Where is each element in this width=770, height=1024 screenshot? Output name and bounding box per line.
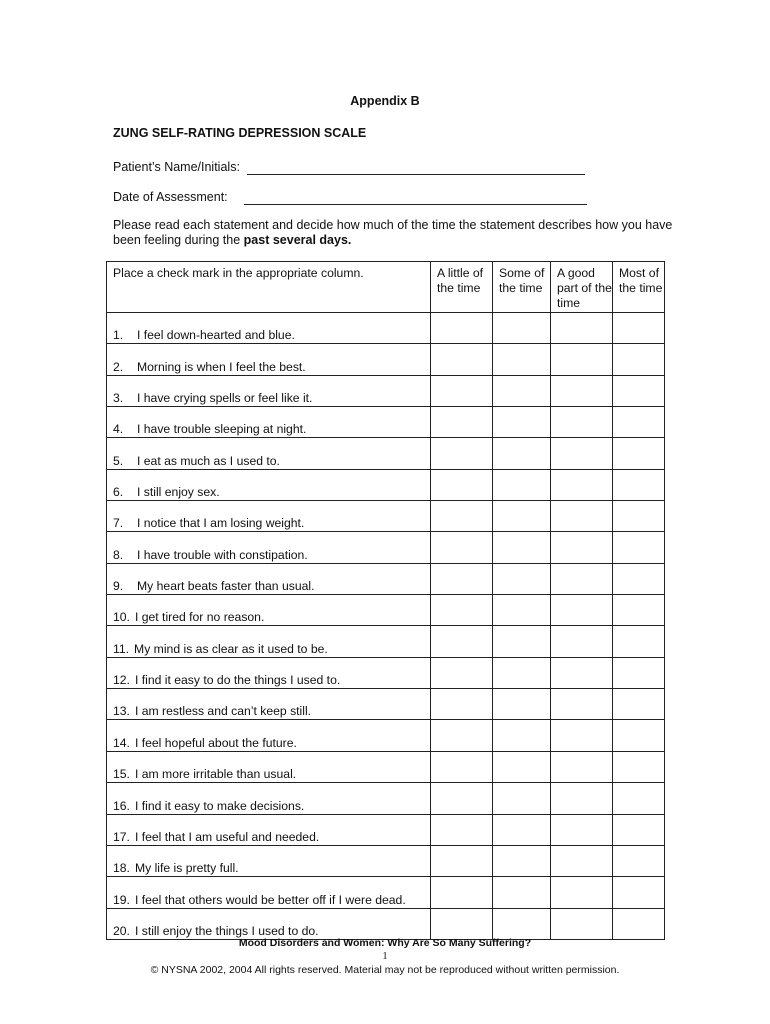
- checkbox-cell-a-little-of-the-time[interactable]: [431, 595, 493, 626]
- statement-text: I eat as much as I used to.: [137, 453, 280, 468]
- checkbox-cell-some-of-the-time[interactable]: [493, 908, 551, 939]
- table-row: [107, 563, 665, 594]
- checkbox-cell-some-of-the-time[interactable]: [493, 783, 551, 814]
- checkbox-cell-some-of-the-time[interactable]: [493, 532, 551, 563]
- rating-table: [106, 261, 665, 940]
- checkbox-cell-a-little-of-the-time[interactable]: [431, 407, 493, 438]
- statement-text: My heart beats faster than usual.: [137, 579, 315, 594]
- statement-cell: [107, 407, 431, 438]
- table-header-row: [107, 262, 665, 313]
- checkbox-cell-most-of-the-time[interactable]: [613, 469, 665, 500]
- patient-name-field[interactable]: [247, 160, 585, 175]
- checkbox-cell-a-little-of-the-time[interactable]: [431, 908, 493, 939]
- checkbox-cell-good-part-of-the-time[interactable]: [551, 375, 613, 406]
- statement-text: I am restless and can’t keep still.: [134, 704, 312, 719]
- table-row: [107, 751, 665, 782]
- statement-text: My mind is as clear as it used to be.: [134, 641, 328, 656]
- item-number: 20.: [113, 923, 130, 938]
- item-number: 12.: [113, 673, 130, 688]
- item-number: 1.: [113, 328, 124, 343]
- checkbox-cell-good-part-of-the-time[interactable]: [551, 407, 613, 438]
- checkbox-cell-some-of-the-time[interactable]: [493, 877, 551, 908]
- checkbox-cell-a-little-of-the-time[interactable]: [431, 563, 493, 594]
- statement-cell: [107, 751, 431, 782]
- checkbox-cell-some-of-the-time[interactable]: [493, 501, 551, 532]
- checkbox-cell-a-little-of-the-time[interactable]: [431, 814, 493, 845]
- checkbox-cell-some-of-the-time[interactable]: [493, 595, 551, 626]
- table-row: [107, 344, 665, 375]
- checkbox-cell-good-part-of-the-time[interactable]: [551, 344, 613, 375]
- item-number: 13.: [113, 704, 130, 719]
- checkbox-cell-most-of-the-time[interactable]: [613, 626, 665, 657]
- checkbox-cell-good-part-of-the-time[interactable]: [551, 313, 613, 344]
- checkbox-cell-some-of-the-time[interactable]: [493, 626, 551, 657]
- patient-name-label: Patient’s Name/Initials:: [113, 160, 240, 174]
- checkbox-cell-a-little-of-the-time[interactable]: [431, 501, 493, 532]
- statement-cell: [107, 501, 431, 532]
- checkbox-cell-some-of-the-time[interactable]: [493, 375, 551, 406]
- checkbox-cell-most-of-the-time[interactable]: [613, 689, 665, 720]
- checkbox-cell-good-part-of-the-time[interactable]: [551, 595, 613, 626]
- statement-cell: [107, 783, 431, 814]
- statement-cell: [107, 532, 431, 563]
- checkbox-cell-good-part-of-the-time[interactable]: [551, 563, 613, 594]
- checkbox-cell-good-part-of-the-time[interactable]: [551, 720, 613, 751]
- statement-cell: [107, 438, 431, 469]
- checkbox-cell-most-of-the-time[interactable]: [613, 407, 665, 438]
- item-number: 5.: [113, 453, 124, 468]
- checkbox-cell-a-little-of-the-time[interactable]: [431, 751, 493, 782]
- checkbox-cell-some-of-the-time[interactable]: [493, 438, 551, 469]
- table-row: [107, 375, 665, 406]
- statement-cell: [107, 313, 431, 344]
- item-number: 16.: [113, 798, 130, 813]
- table-row: [107, 877, 665, 908]
- checkbox-cell-most-of-the-time[interactable]: [613, 657, 665, 688]
- statement-text: I have trouble with constipation.: [137, 547, 308, 562]
- checkbox-cell-a-little-of-the-time[interactable]: [431, 344, 493, 375]
- column-header: Most of the time: [613, 262, 665, 313]
- checkbox-cell-most-of-the-time[interactable]: [613, 845, 665, 876]
- statement-text: I feel that I am useful and needed.: [134, 829, 320, 844]
- column-header: A good part of the time: [551, 262, 613, 313]
- item-number: 14.: [113, 735, 130, 750]
- statement-cell: [107, 563, 431, 594]
- checkbox-cell-good-part-of-the-time[interactable]: [551, 469, 613, 500]
- checkbox-cell-a-little-of-the-time[interactable]: [431, 689, 493, 720]
- scale-title: ZUNG SELF-RATING DEPRESSION SCALE: [113, 126, 367, 140]
- statement-text: I have crying spells or feel like it.: [137, 391, 313, 406]
- statement-cell: [107, 814, 431, 845]
- checkbox-cell-a-little-of-the-time[interactable]: [431, 845, 493, 876]
- table-row: [107, 595, 665, 626]
- item-number: 2.: [113, 359, 124, 374]
- table-row: [107, 783, 665, 814]
- item-number: 15.: [113, 767, 130, 782]
- statement-text: I feel that others would be better off if I were dead.: [134, 892, 406, 907]
- checkbox-cell-some-of-the-time[interactable]: [493, 344, 551, 375]
- checkbox-cell-most-of-the-time[interactable]: [613, 720, 665, 751]
- checkbox-cell-a-little-of-the-time[interactable]: [431, 657, 493, 688]
- footer-title: Mood Disorders and Women: Why Are So Many Suffering?: [238, 937, 532, 949]
- checkbox-cell-some-of-the-time[interactable]: [493, 563, 551, 594]
- checkbox-cell-good-part-of-the-time[interactable]: [551, 626, 613, 657]
- assessment-date-field[interactable]: [244, 190, 587, 205]
- table-row: [107, 720, 665, 751]
- checkbox-cell-good-part-of-the-time[interactable]: [551, 532, 613, 563]
- checkbox-cell-good-part-of-the-time[interactable]: [551, 657, 613, 688]
- checkbox-cell-a-little-of-the-time[interactable]: [431, 313, 493, 344]
- checkbox-cell-good-part-of-the-time[interactable]: [551, 783, 613, 814]
- checkbox-cell-most-of-the-time[interactable]: [613, 877, 665, 908]
- checkbox-cell-some-of-the-time[interactable]: [493, 751, 551, 782]
- appendix-heading: Appendix B: [350, 94, 420, 108]
- checkbox-cell-a-little-of-the-time[interactable]: [431, 375, 493, 406]
- table-row: [107, 313, 665, 344]
- item-number: 6.: [113, 485, 124, 500]
- statement-text: I find it easy to do the things I used to.: [134, 673, 341, 688]
- copyright-notice: © NYSNA 2002, 2004 All rights reserved. Material may not be reproduced without written permission.: [150, 964, 620, 976]
- statement-cell: [107, 720, 431, 751]
- statement-text: I have trouble sleeping at night.: [137, 422, 307, 437]
- statement-cell: [107, 595, 431, 626]
- checkbox-cell-good-part-of-the-time[interactable]: [551, 501, 613, 532]
- item-number: 19.: [113, 892, 130, 907]
- item-number: 7.: [113, 516, 124, 531]
- checkbox-cell-a-little-of-the-time[interactable]: [431, 438, 493, 469]
- table-row: [107, 626, 665, 657]
- checkbox-cell-good-part-of-the-time[interactable]: [551, 908, 613, 939]
- statement-text: I still enjoy sex.: [137, 485, 220, 500]
- item-number: 3.: [113, 391, 124, 406]
- checkbox-cell-some-of-the-time[interactable]: [493, 845, 551, 876]
- checkbox-cell-good-part-of-the-time[interactable]: [551, 845, 613, 876]
- column-header: A little of the time: [431, 262, 493, 313]
- column-header: Some of the time: [493, 262, 551, 313]
- checkbox-cell-some-of-the-time[interactable]: [493, 689, 551, 720]
- checkbox-cell-some-of-the-time[interactable]: [493, 657, 551, 688]
- statement-text: I notice that I am losing weight.: [137, 516, 305, 531]
- checkbox-cell-most-of-the-time[interactable]: [613, 438, 665, 469]
- checkbox-cell-most-of-the-time[interactable]: [613, 908, 665, 939]
- table-row: [107, 407, 665, 438]
- checkbox-cell-most-of-the-time[interactable]: [613, 751, 665, 782]
- statement-text: I feel down-hearted and blue.: [137, 328, 295, 343]
- checkbox-cell-some-of-the-time[interactable]: [493, 720, 551, 751]
- table-row: [107, 689, 665, 720]
- item-number: 4.: [113, 422, 124, 437]
- checkbox-cell-most-of-the-time[interactable]: [613, 313, 665, 344]
- header-instruction: Place a check mark in the appropriate column.: [107, 262, 431, 313]
- statement-text: I am more irritable than usual.: [134, 767, 297, 782]
- table-row: [107, 908, 665, 939]
- table-row: [107, 845, 665, 876]
- statement-cell: [107, 845, 431, 876]
- statement-cell: [107, 375, 431, 406]
- checkbox-cell-most-of-the-time[interactable]: [613, 783, 665, 814]
- instructions-text: [113, 218, 673, 248]
- statement-text: Morning is when I feel the best.: [137, 359, 306, 374]
- statement-cell: [107, 344, 431, 375]
- statement-text: My life is pretty full.: [134, 861, 239, 876]
- statement-cell: [107, 469, 431, 500]
- page-number: 1: [382, 951, 388, 962]
- checkbox-cell-a-little-of-the-time[interactable]: [431, 532, 493, 563]
- checkbox-cell-most-of-the-time[interactable]: [613, 344, 665, 375]
- assessment-date-label: Date of Assessment:: [113, 190, 228, 204]
- statement-cell: [107, 626, 431, 657]
- checkbox-cell-a-little-of-the-time[interactable]: [431, 783, 493, 814]
- checkbox-cell-good-part-of-the-time[interactable]: [551, 877, 613, 908]
- statement-text: I get tired for no reason.: [134, 610, 265, 625]
- item-number: 10.: [113, 610, 130, 625]
- checkbox-cell-a-little-of-the-time[interactable]: [431, 877, 493, 908]
- checkbox-cell-a-little-of-the-time[interactable]: [431, 469, 493, 500]
- table-row: [107, 438, 665, 469]
- statement-text: I still enjoy the things I used to do.: [134, 923, 319, 938]
- table-row: [107, 814, 665, 845]
- table-body: [107, 313, 665, 940]
- statement-cell: [107, 877, 431, 908]
- statement-cell: [107, 908, 431, 939]
- checkbox-cell-most-of-the-time[interactable]: [613, 814, 665, 845]
- checkbox-cell-most-of-the-time[interactable]: [613, 501, 665, 532]
- checkbox-cell-most-of-the-time[interactable]: [613, 532, 665, 563]
- checkbox-cell-most-of-the-time[interactable]: [613, 375, 665, 406]
- checkbox-cell-good-part-of-the-time[interactable]: [551, 751, 613, 782]
- checkbox-cell-good-part-of-the-time[interactable]: [551, 438, 613, 469]
- item-number: 18.: [113, 861, 130, 876]
- checkbox-cell-good-part-of-the-time[interactable]: [551, 814, 613, 845]
- checkbox-cell-most-of-the-time[interactable]: [613, 563, 665, 594]
- checkbox-cell-a-little-of-the-time[interactable]: [431, 626, 493, 657]
- table-row: [107, 469, 665, 500]
- checkbox-cell-some-of-the-time[interactable]: [493, 814, 551, 845]
- table-row: [107, 657, 665, 688]
- instructions-body: Please read each statement and decide how much of the time the statement describes how you have been feeling during the: [113, 218, 673, 247]
- checkbox-cell-some-of-the-time[interactable]: [493, 407, 551, 438]
- table-row: [107, 501, 665, 532]
- item-number: 8.: [113, 547, 124, 562]
- checkbox-cell-most-of-the-time[interactable]: [613, 595, 665, 626]
- statement-text: I feel hopeful about the future.: [134, 735, 297, 750]
- statement-text: I find it easy to make decisions.: [134, 798, 305, 813]
- checkbox-cell-a-little-of-the-time[interactable]: [431, 720, 493, 751]
- checkbox-cell-some-of-the-time[interactable]: [493, 313, 551, 344]
- statement-cell: [107, 657, 431, 688]
- item-number: 11.: [113, 641, 130, 656]
- item-number: 17.: [113, 829, 130, 844]
- table-row: [107, 532, 665, 563]
- instructions-emphasis: past several days.: [243, 233, 352, 247]
- checkbox-cell-good-part-of-the-time[interactable]: [551, 689, 613, 720]
- statement-cell: [107, 689, 431, 720]
- item-number: 9.: [113, 579, 124, 594]
- checkbox-cell-some-of-the-time[interactable]: [493, 469, 551, 500]
